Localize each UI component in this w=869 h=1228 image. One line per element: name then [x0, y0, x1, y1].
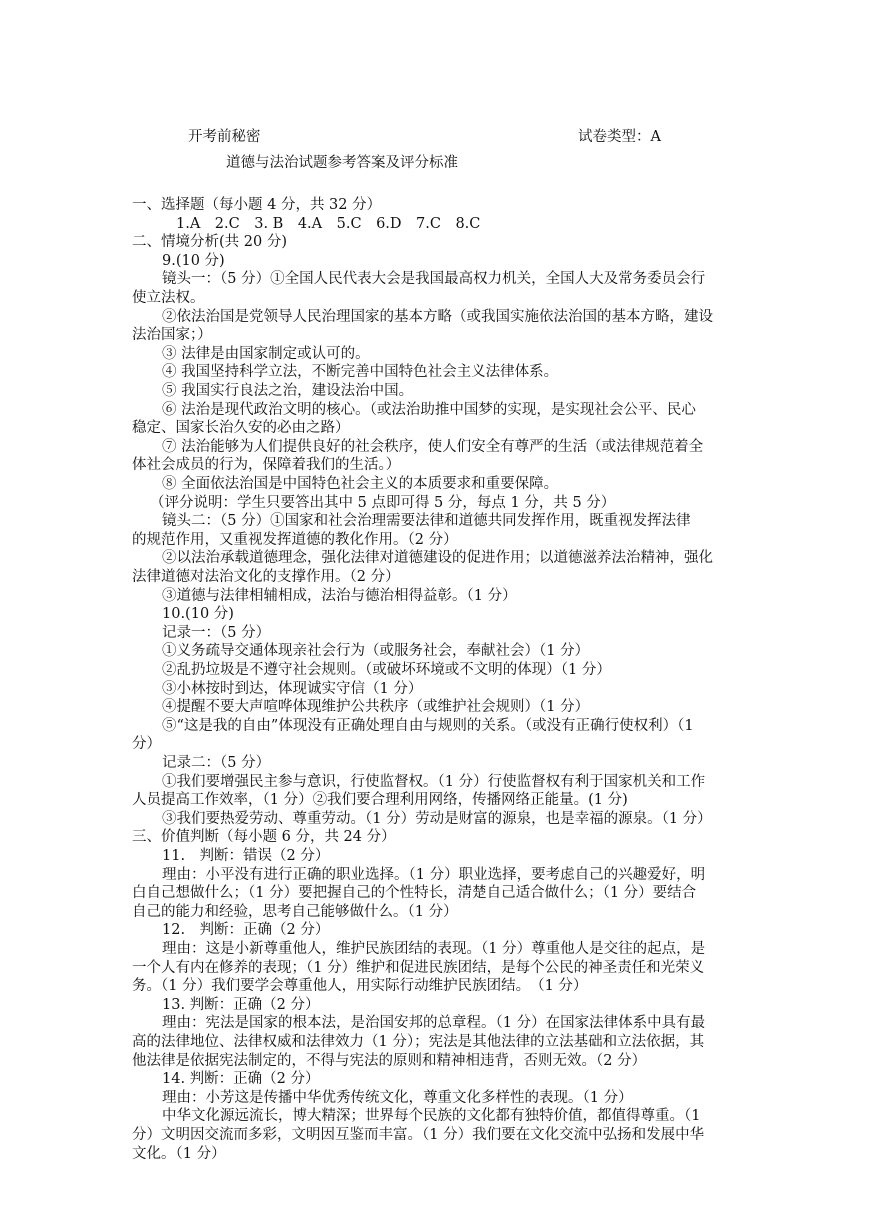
answer-line: 分） — [132, 736, 161, 753]
answer-line: 一、选择题（每小题 4 分，共 32 分） — [132, 197, 382, 213]
answer-line: ③小林按时到达，体现诚实守信（1 分） — [162, 680, 423, 697]
answer-line: ④提醒不要大声喧哗体现维护公共秩序（或维护社会规则）（1 分） — [162, 699, 590, 716]
answer-line: 理由：小平没有进行正确的职业选择。（1 分）职业选择，要考虑自己的兴趣爱好，明 — [162, 866, 706, 883]
answer-line: ②乱扔垃圾是不遵守社会规则。（或破坏环境或不文明的体现）（1 分） — [162, 662, 611, 678]
answer-line: 稳定、国家长治久安的必由之路） — [132, 420, 350, 437]
answer-line: 白自己想做什么；（1 分）要把握自己的个性特长，清楚自己适合做什么；（1 分）要结合 — [132, 885, 697, 902]
answer-line: 记录一：（5 分） — [162, 624, 271, 641]
answer-line: ⑦ 法治能够为人们提供良好的社会秩序，使人们安全有尊严的生活（或法律规范着全 — [162, 438, 704, 455]
confidentiality-label: 开考前秘密 — [188, 129, 261, 145]
answer-line: 中华文化源远流长，博大精深；世界每个民族的文化都有独特价值，都值得尊重。（1 — [162, 1108, 701, 1125]
answer-line: ①义务疏导交通体现亲社会行为（或服务社会，奉献社会）（1 分） — [162, 643, 590, 660]
answer-line: ⑧ 全面依法治国是中国特色社会主义的本质要求和重要保障。 — [162, 476, 559, 492]
answer-line: 高的法律地位、法律权威和法律效力（1 分）；宪法是其他法律的立法基础和立法依据，其 — [132, 1034, 705, 1050]
answer-line: 务。（1 分）我们要学会尊重他人，用实际行动维护民族团结。 （1 分） — [132, 978, 588, 995]
answer-line: ⑥ 法治是现代政治文明的核心。（或法治助推中国梦的实现，是实现社会公平、民心 — [162, 401, 696, 418]
answer-line: 13. 判断：正确（2 分） — [162, 996, 320, 1013]
answer-line: 二、情境分析(共 20 分) — [132, 234, 287, 251]
answer-line: 体社会成员的行为，保障着我们的生活。） — [132, 457, 401, 474]
answer-line: 使立法权。 — [132, 290, 205, 306]
answer-line: 1.A 2.C 3. B 4.A 5.C 6.D 7.C 8.C — [176, 215, 481, 232]
answer-line: 一个人有内在修养的表现；（1 分）维护和促进民族团结，是每个公民的神圣责任和光荣义 — [132, 959, 705, 976]
answer-line: ①我们要增强民主参与意识，行使监督权。（1 分）行使监督权有利于国家机关和工作 — [162, 773, 706, 790]
answer-line: 人员提高工作效率，（1 分）②我们要合理利用网络，传播网络正能量。(1 分) — [132, 792, 628, 809]
document-title: 道德与法治试题参考答案及评分标准 — [226, 155, 458, 171]
answer-line: 12. 判断：正确（2 分） — [162, 922, 330, 939]
answer-line: 法律道德对法治文化的支撑作用。（2 分） — [132, 569, 400, 585]
answer-line: 9.(10 分) — [162, 252, 225, 269]
answer-line: 理由：小芳这是传播中华优秀传统文化，尊重文化多样性的表现。（1 分） — [162, 1089, 633, 1106]
answer-line: ②依法治国是党领导人民治理国家的基本方略（或我国实施依法治国的基本方略，建设 — [162, 308, 713, 325]
answer-line: 他法律是依据宪法制定的，不得与宪法的原则和精神相违背，否则无效。（2 分） — [132, 1052, 647, 1069]
answer-line: 记录二：（5 分） — [162, 755, 271, 771]
answer-line: ③道德与法律相辅相成，法治与德治相得益彰。（1 分） — [162, 587, 517, 604]
answer-line: 14. 判断：正确（2 分） — [162, 1071, 320, 1088]
answer-line: 三、价值判断（每小题 6 分，共 24 分） — [132, 829, 396, 846]
answer-line: 自己的能力和经验，思考自己能够做什么。（1 分） — [132, 903, 458, 920]
answer-line: ④ 我国坚持科学立法，不断完善中国特色社会主义法律体系。 — [162, 364, 559, 381]
answer-line: 镜头二：（5 分）①国家和社会治理需要法律和道德共同发挥作用，既重视发挥法律 — [162, 513, 691, 530]
answer-line: ②以法治承载道德理念，强化法律对道德建设的促进作用；以道德滋养法治精神，强化 — [162, 550, 713, 567]
answer-line: 的规范作用，又重视发挥道德的教化作用。（2 分） — [132, 531, 458, 548]
answer-line: 分）文明因交流而多彩，文明因互鉴而丰富。（1 分）我们要在文化交流中弘扬和发展中华 — [132, 1127, 705, 1143]
answer-line: 文化。（1 分） — [132, 1145, 226, 1162]
answer-line: （评分说明：学生只要答出其中 5 点即可得 5 分，每点 1 分，共 5 分） — [150, 494, 616, 511]
answer-line: 理由：宪法是国家的根本法，是治国安邦的总章程。（1 分）在国家法律体系中具有最 — [162, 1015, 706, 1032]
paper-type-label: 试卷类型：A — [578, 129, 661, 145]
answer-line: ⑤“这是我的自由”体现没有正确处理自由与规则的关系。（或没有正确行使权利）（1 — [162, 717, 694, 734]
answer-line: 理由：这是小新尊重他人，维护民族团结的表现。（1 分）尊重他人是交往的起点，是 — [162, 941, 706, 957]
answer-line: 10.(10 分) — [162, 606, 234, 623]
answer-line: 11. 判断：错误（2 分） — [162, 848, 330, 864]
answer-line: 法治国家；） — [132, 327, 212, 344]
answer-line: ③我们要热爱劳动、尊重劳动。（1 分）劳动是财富的源泉，也是幸福的源泉。（1 分） — [162, 810, 712, 827]
answer-line: 镜头一：（5 分）①全国人民代表大会是我国最高权力机关，全国人大及常务委员会行 — [162, 271, 706, 288]
answer-line: ③ 法律是由国家制定或认可的。 — [162, 345, 370, 362]
answer-line: ⑤ 我国实行良法之治，建设法治中国。 — [162, 383, 414, 399]
